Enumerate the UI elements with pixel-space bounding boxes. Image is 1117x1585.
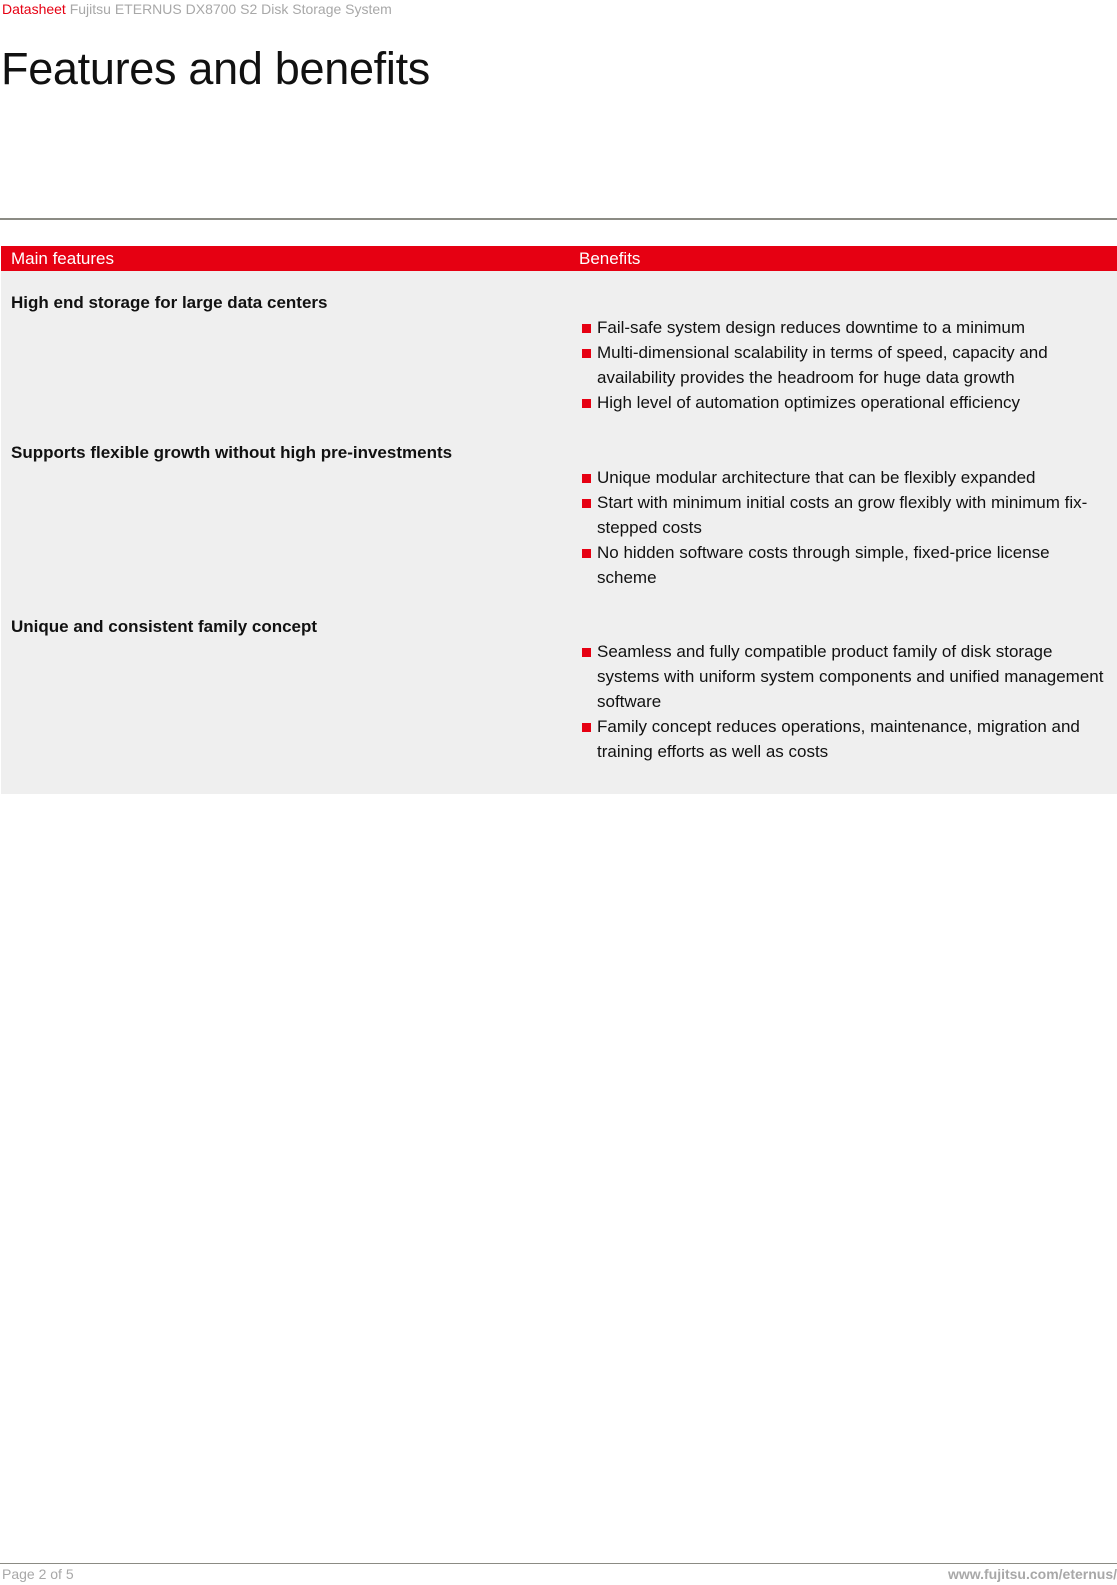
square-bullet-icon: [582, 474, 591, 483]
document-header: [2, 0, 392, 18]
square-bullet-icon: [582, 399, 591, 408]
benefit-text: Start with minimum initial costs an grow flexibly with minimum fix-stepped costs: [597, 493, 1088, 537]
benefit-text: Family concept reduces operations, maintenance, migration and training efforts as well as costs: [597, 717, 1080, 761]
benefit-list: [581, 315, 1111, 415]
benefit-text: Multi-dimensional scalability in terms of speed, capacity and availability provides the headroom for huge data growth: [597, 343, 1048, 387]
benefit-text: Unique modular architecture that can be flexibly expanded: [597, 468, 1036, 487]
square-bullet-icon: [582, 349, 591, 358]
page-title: Features and benefits: [1, 43, 430, 94]
benefit-text: Seamless and fully compatible product family of disk storage systems with uniform system components and unified management software: [597, 642, 1104, 711]
features-benefits-table: [1, 246, 1117, 794]
table-header: [1, 246, 1117, 271]
column-header-benefits: Benefits: [579, 249, 641, 268]
square-bullet-icon: [582, 549, 591, 558]
feature-title: Supports flexible growth without high pre-investments: [11, 443, 453, 462]
footer-divider: [0, 1563, 1117, 1564]
feature-title: High end storage for large data centers: [11, 293, 328, 312]
square-bullet-icon: [582, 723, 591, 732]
benefit-item: [581, 315, 1111, 340]
column-header-main-features: Main features: [11, 249, 114, 268]
benefit-item: [581, 714, 1111, 764]
benefit-list: [581, 639, 1111, 764]
benefit-item: [581, 340, 1111, 390]
benefit-item: [581, 540, 1111, 590]
doc-type-label: Datasheet: [2, 1, 66, 17]
product-name: Fujitsu ETERNUS DX8700 S2 Disk Storage System: [69, 1, 392, 17]
benefit-item: [581, 490, 1111, 540]
benefit-item: [581, 639, 1111, 714]
benefit-item: [581, 390, 1111, 415]
benefit-text: Fail-safe system design reduces downtime to a minimum: [597, 318, 1025, 337]
benefit-text: No hidden software costs through simple, fixed-price license scheme: [597, 543, 1050, 587]
square-bullet-icon: [582, 324, 591, 333]
section-divider: [0, 218, 1117, 220]
page-number: Page 2 of 5: [2, 1566, 74, 1582]
feature-title: Unique and consistent family concept: [11, 617, 318, 636]
benefit-text: High level of automation optimizes operational efficiency: [597, 393, 1021, 412]
square-bullet-icon: [582, 648, 591, 657]
benefit-item: [581, 465, 1111, 490]
square-bullet-icon: [582, 499, 591, 508]
benefit-list: [581, 465, 1111, 590]
footer-url: www.fujitsu.com/eternus/: [947, 1566, 1117, 1582]
